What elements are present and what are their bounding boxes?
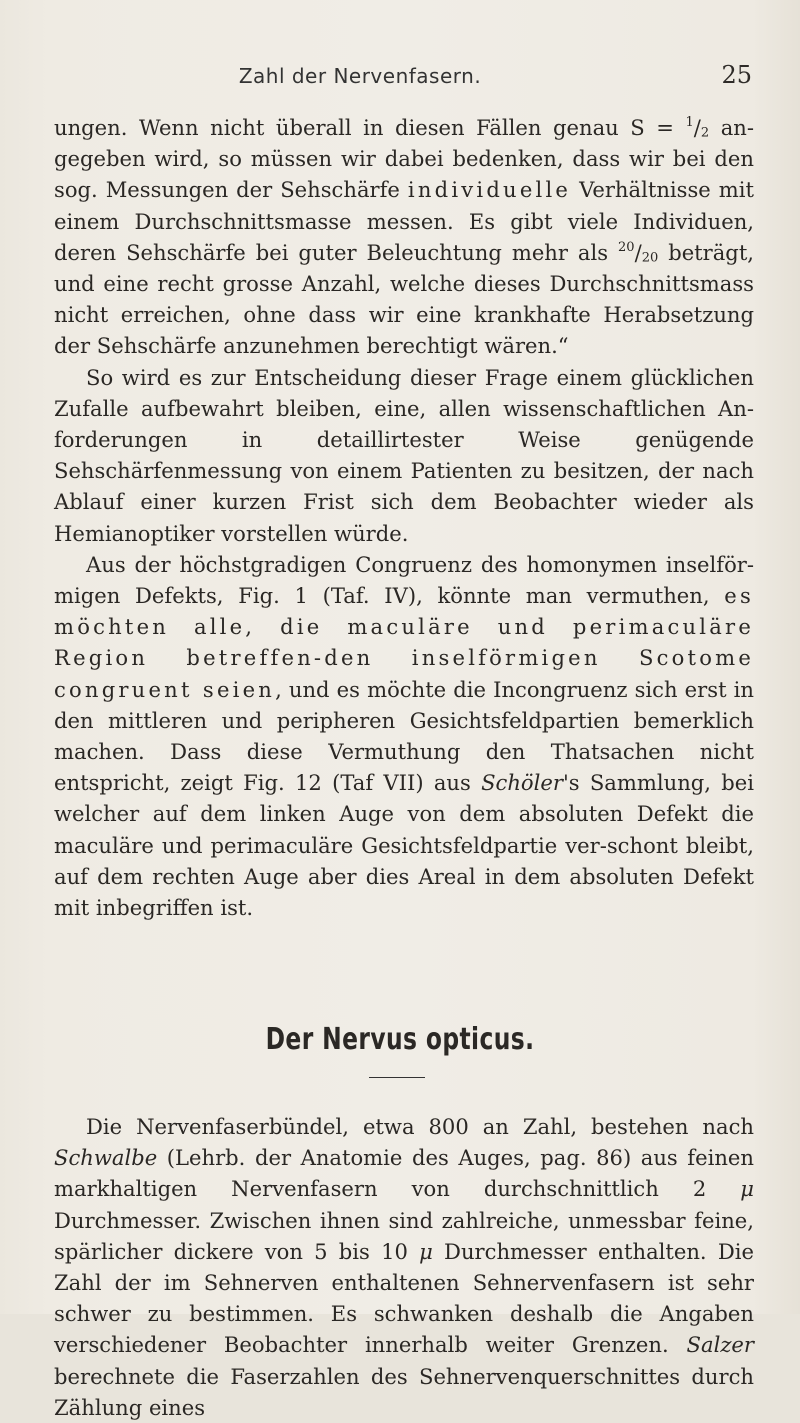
paragraph-4-text-b: (Lehrb. der Anatomie des Auges, pag. 86) aus feinen markhaltigen Nervenfasern von durchschnittlich 2 <box>54 1145 754 1202</box>
paragraph-1-text-d: beträgt, und eine recht grosse Anzahl, welche dieses Durchschnittsmass nicht erreichen, ohne dass wir eine krankhafte Herabsetzung der Sehschärfe anzunehmen berechtigt wären.“ <box>54 239 754 359</box>
micron-symbol: μ <box>740 1176 754 1202</box>
running-title: Zahl der Nervenfasern. <box>238 64 482 88</box>
author-name: Schöler <box>481 770 563 796</box>
paragraph-4-text-a: Die Nervenfaserbündel, etwa 800 an Zahl, bestehen nach <box>86 1114 754 1139</box>
fraction-numerator: 1 <box>685 114 694 130</box>
fraction-numerator: 20 <box>618 239 635 255</box>
section-divider <box>369 1077 425 1078</box>
paragraph-4-text-d: Durchmesser enthalten. Die Zahl der im Sehnerven enthaltenen Sehnervenfasern ist sehr schwer zu bestimmen. Es schwanken deshalb die Angaben verschiedener Beobachter innerhalb weiter Grenzen. <box>54 1238 754 1358</box>
body-text-upper <box>54 112 754 923</box>
paragraph-1-text-b: an-gegeben wird, so müssen wir dabei bedenken, dass wir bei den sog. Messungen der Sehschärfe <box>54 115 754 203</box>
spaced-emphasis: es möchten alle, die maculäre und perimaculäre Region betreffen-den inselförmigen Scotome congruent seien <box>54 583 754 702</box>
author-name: Schwalbe <box>54 1145 158 1171</box>
paragraph-3-text-a: Aus der höchstgradigen Congruenz des homonymen inselför-migen Defekts, Fig. 1 (Taf. IV), könnte man vermuthen, <box>54 551 754 609</box>
paragraph-4-text-c: Durchmesser. Zwischen ihnen sind zahlreiche, unmessbar feine, spärlicher dickere von 5 bis 10 <box>54 1207 754 1264</box>
spaced-emphasis: individuelle <box>407 177 572 203</box>
paragraph-1-text-c: Verhältnisse mit einem Durchschnittsmasse messen. Es gibt viele Individuen, deren Sehschärfe bei guter Beleuchtung mehr als <box>54 177 754 265</box>
paragraph-1-text-a: ungen. Wenn nicht überall in diesen Fällen genau S = <box>54 115 686 140</box>
paragraph-3-text-b: , und es möchte die Incongruenz sich erst in den mittleren und peripheren Gesichtsfeldpartien bemerklich machen. Dass diese Vermuthung den Thatsachen nicht entspricht, zeigt Fig. 12 (Taf VII) aus <box>54 676 754 796</box>
paragraph-4 <box>54 1111 754 1423</box>
fraction-denominator: 20 <box>641 250 659 266</box>
paragraph-3-text-c: 's Sammlung, bei welcher auf dem linken Auge von dem absoluten Defekt die maculäre und perimaculäre Gesichtsfeldpartie ver-schont bleibt, auf dem rechten Auge aber dies Areal in dem absoluten Defekt mit inbegriffen ist. <box>54 770 754 921</box>
page-number: 25 <box>721 61 752 89</box>
paragraph-3 <box>54 549 754 923</box>
micron-symbol: μ <box>419 1238 433 1264</box>
author-name: Salzer <box>686 1332 754 1358</box>
body-text-lower <box>54 1111 754 1423</box>
paragraph-1: ungen. Wenn nicht überall in diesen Fällen genau $S = ^1/_2$ an-gegeben wird, so müssen wir dabei bedenken, dass wir bei den sog. Messungen der Sehschärfe individuelle Verhältnisse mit einem Durchschnittsmasse messen. Es gibt viele Individuen, deren Sehschärfe bei guter Beleuchtung mehr als $^{20}/_{20}$ beträgt, und eine recht grosse Anzahl, welche dieses Durchschnittsmass nicht erreichen, ohne dass wir eine krankhafte Herabsetzung der Sehschärfe anzunehmen berechtigt wären.“ <box>54 114 754 359</box>
running-head <box>0 61 800 94</box>
paragraph-4-text-e: berechnete die Faserzahlen des Sehnervenquerschnittes durch Zählung eines <box>54 1363 754 1420</box>
paragraph-2: So wird es zur Entscheidung dieser Frage einem glücklichen Zufalle aufbewahrt bleiben, eine, allen wissenschaftlichen An-forderungen in detaillirtester Weise genügende Sehschärfenmessung von einem Patienten zu besitzen, der nach Ablauf einer kurzen Frist sich dem Beobachter wieder als Hemianoptiker vorstellen würde. <box>54 364 754 546</box>
fraction-denominator: 2 <box>700 125 710 141</box>
section-heading: Der Nervus opticus. <box>265 1022 535 1057</box>
